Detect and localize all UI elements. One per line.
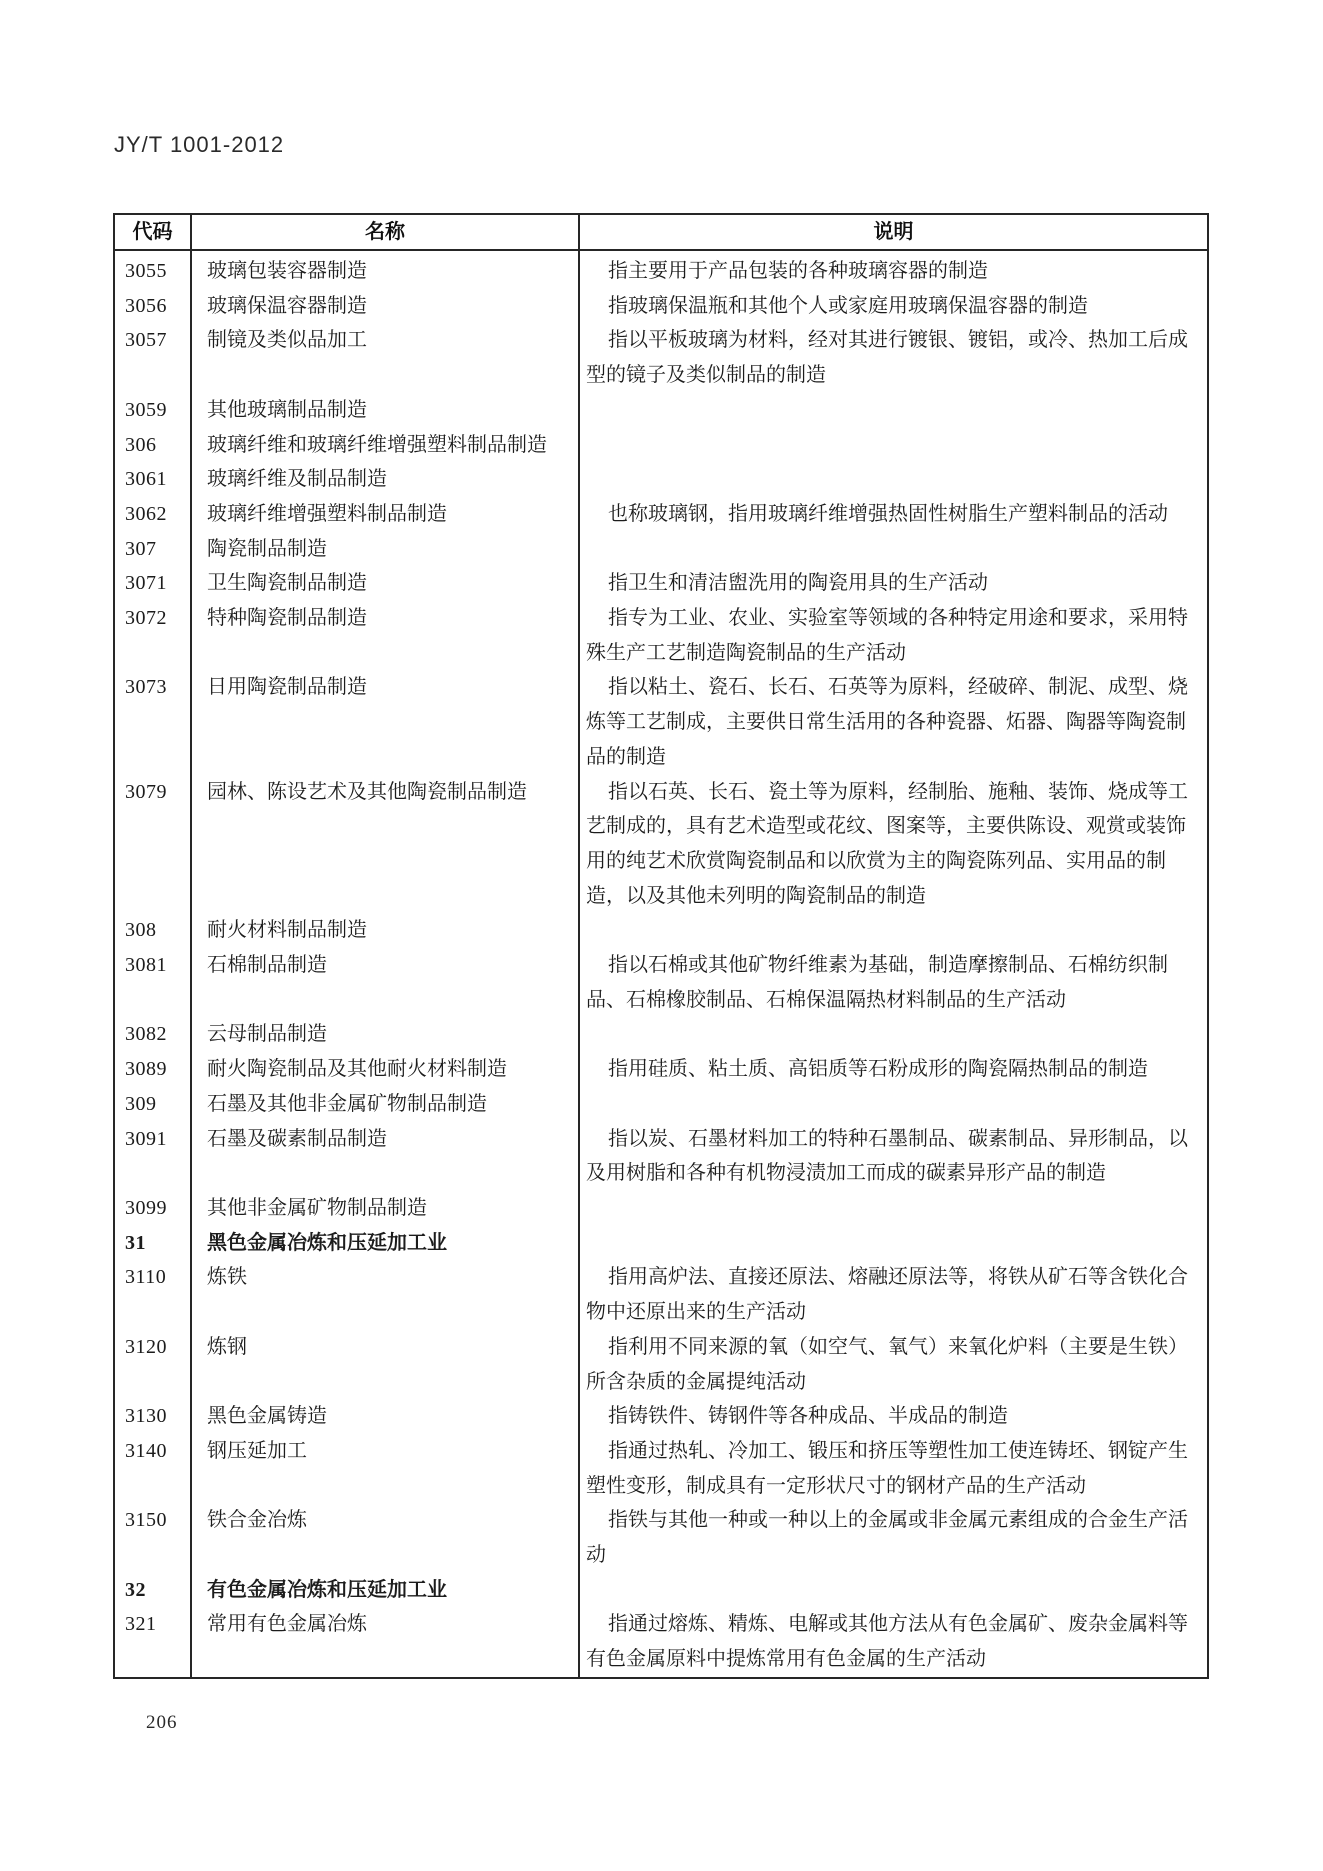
row-description: 指以炭、石墨材料加工的特种石墨制品、碳素制品、异形制品，以及用树脂和各种有机物浸渍加工而成的碳素异形产品的制造: [579, 1122, 1208, 1191]
column-header-name: 名称: [191, 214, 579, 250]
row-name: 石墨及碳素制品制造: [191, 1122, 579, 1191]
row-description: [579, 462, 1208, 497]
row-code: 3056: [114, 289, 191, 324]
row-code: 3150: [114, 1503, 191, 1572]
row-description: 指用高炉法、直接还原法、熔融还原法等，将铁从矿石等含铁化合物中还原出来的生产活动: [579, 1260, 1208, 1329]
page-number: 206: [146, 1712, 178, 1733]
row-description: 指以粘土、瓷石、长石、石英等为原料，经破碎、制泥、成型、烧炼等工艺制成，主要供日常生活用的各种瓷器、炻器、陶器等陶瓷制品的制造: [579, 670, 1208, 774]
row-name: 制镜及类似品加工: [191, 323, 579, 392]
table-row: [114, 462, 1208, 497]
table-row: [114, 250, 1208, 289]
row-description: [579, 1087, 1208, 1122]
table-row: [114, 1434, 1208, 1503]
row-description: [579, 1191, 1208, 1226]
table-row: [114, 1191, 1208, 1226]
row-name: 日用陶瓷制品制造: [191, 670, 579, 774]
row-code: 3059: [114, 393, 191, 428]
row-code: 308: [114, 913, 191, 948]
table-header-row: [114, 214, 1208, 250]
standard-number: JY/T 1001-2012: [114, 132, 285, 157]
row-description: 指通过熔炼、精炼、电解或其他方法从有色金属矿、废杂金属料等有色金属原料中提炼常用有色金属的生产活动: [579, 1607, 1208, 1677]
column-header-description: 说明: [579, 214, 1208, 250]
row-description: 指铁与其他一种或一种以上的金属或非金属元素组成的合金生产活动: [579, 1503, 1208, 1572]
row-name: 常用有色金属冶炼: [191, 1607, 579, 1677]
table-row: [114, 566, 1208, 601]
row-name: 黑色金属冶炼和压延加工业: [191, 1226, 579, 1261]
row-description: 指专为工业、农业、实验室等领域的各种特定用途和要求，采用特殊生产工艺制造陶瓷制品的生产活动: [579, 601, 1208, 670]
table-row: [114, 1122, 1208, 1191]
table-row: [114, 670, 1208, 774]
table-body: [114, 250, 1208, 1678]
row-description: 指卫生和清洁盥洗用的陶瓷用具的生产活动: [579, 566, 1208, 601]
row-code: 3071: [114, 566, 191, 601]
row-description: 指利用不同来源的氧（如空气、氧气）来氧化炉料（主要是生铁）所含杂质的金属提纯活动: [579, 1330, 1208, 1399]
row-description: [579, 1573, 1208, 1608]
row-code: 3073: [114, 670, 191, 774]
row-code: 306: [114, 428, 191, 463]
row-name: 玻璃纤维和玻璃纤维增强塑料制品制造: [191, 428, 579, 463]
row-name: 玻璃包装容器制造: [191, 250, 579, 289]
row-code: 321: [114, 1607, 191, 1677]
table-row: [114, 532, 1208, 567]
table-row: [114, 1573, 1208, 1608]
row-name: 炼铁: [191, 1260, 579, 1329]
table-row: [114, 393, 1208, 428]
row-code: 31: [114, 1226, 191, 1261]
row-description: 指以石棉或其他矿物纤维素为基础，制造摩擦制品、石棉纺织制品、石棉橡胶制品、石棉保温隔热材料制品的生产活动: [579, 948, 1208, 1017]
table-row: [114, 1503, 1208, 1572]
table-row: [114, 1226, 1208, 1261]
row-description: [579, 428, 1208, 463]
row-code: 3072: [114, 601, 191, 670]
row-name: 钢压延加工: [191, 1434, 579, 1503]
row-code: 3079: [114, 775, 191, 914]
row-code: 3110: [114, 1260, 191, 1329]
table-row: [114, 601, 1208, 670]
table-row: [114, 1607, 1208, 1677]
row-code: 3055: [114, 250, 191, 289]
row-description: [579, 1226, 1208, 1261]
row-name: 玻璃纤维增强塑料制品制造: [191, 497, 579, 532]
column-header-code: 代码: [114, 214, 191, 250]
row-description: [579, 532, 1208, 567]
row-description: 指铸铁件、铸钢件等各种成品、半成品的制造: [579, 1399, 1208, 1434]
row-description: 指玻璃保温瓶和其他个人或家庭用玻璃保温容器的制造: [579, 289, 1208, 324]
row-code: 307: [114, 532, 191, 567]
row-description: [579, 393, 1208, 428]
row-description: [579, 913, 1208, 948]
row-name: 有色金属冶炼和压延加工业: [191, 1573, 579, 1608]
table-row: [114, 775, 1208, 914]
row-name: 耐火材料制品制造: [191, 913, 579, 948]
table-row: [114, 948, 1208, 1017]
table-row: [114, 1399, 1208, 1434]
row-name: 特种陶瓷制品制造: [191, 601, 579, 670]
row-name: 云母制品制造: [191, 1017, 579, 1052]
row-name: 铁合金冶炼: [191, 1503, 579, 1572]
row-code: 3120: [114, 1330, 191, 1399]
row-description: 指以平板玻璃为材料，经对其进行镀银、镀铝，或冷、热加工后成型的镜子及类似制品的制造: [579, 323, 1208, 392]
row-description: 也称玻璃钢，指用玻璃纤维增强热固性树脂生产塑料制品的活动: [579, 497, 1208, 532]
row-code: 3089: [114, 1052, 191, 1087]
table-row: [114, 1330, 1208, 1399]
table-row: [114, 1087, 1208, 1122]
row-name: 其他玻璃制品制造: [191, 393, 579, 428]
row-code: 3082: [114, 1017, 191, 1052]
row-name: 其他非金属矿物制品制造: [191, 1191, 579, 1226]
row-code: 3057: [114, 323, 191, 392]
row-name: 卫生陶瓷制品制造: [191, 566, 579, 601]
row-code: 309: [114, 1087, 191, 1122]
row-code: 3061: [114, 462, 191, 497]
table-row: [114, 289, 1208, 324]
row-name: 陶瓷制品制造: [191, 532, 579, 567]
row-description: 指以石英、长石、瓷土等为原料，经制胎、施釉、装饰、烧成等工艺制成的，具有艺术造型或花纹、图案等，主要供陈设、观赏或装饰用的纯艺术欣赏陶瓷制品和以欣赏为主的陶瓷陈列品、实用品的制造，以及其他未列明的陶瓷制品的制造: [579, 775, 1208, 914]
row-name: 玻璃保温容器制造: [191, 289, 579, 324]
row-name: 石棉制品制造: [191, 948, 579, 1017]
table-row: [114, 913, 1208, 948]
table-row: [114, 497, 1208, 532]
row-name: 耐火陶瓷制品及其他耐火材料制造: [191, 1052, 579, 1087]
row-name: 黑色金属铸造: [191, 1399, 579, 1434]
row-description: 指主要用于产品包装的各种玻璃容器的制造: [579, 250, 1208, 289]
row-name: 玻璃纤维及制品制造: [191, 462, 579, 497]
classification-table: [113, 213, 1209, 1679]
row-description: 指用硅质、粘土质、高铝质等石粉成形的陶瓷隔热制品的制造: [579, 1052, 1208, 1087]
table-row: [114, 1052, 1208, 1087]
row-name: 炼钢: [191, 1330, 579, 1399]
table-row: [114, 1017, 1208, 1052]
table-row: [114, 323, 1208, 392]
row-code: 3140: [114, 1434, 191, 1503]
table-row: [114, 1260, 1208, 1329]
row-description: 指通过热轧、冷加工、锻压和挤压等塑性加工使连铸坯、钢锭产生塑性变形，制成具有一定形状尺寸的钢材产品的生产活动: [579, 1434, 1208, 1503]
table-header: [114, 214, 1208, 250]
table-row: [114, 428, 1208, 463]
row-code: 3062: [114, 497, 191, 532]
row-code: 3099: [114, 1191, 191, 1226]
row-name: 园林、陈设艺术及其他陶瓷制品制造: [191, 775, 579, 914]
row-code: 32: [114, 1573, 191, 1608]
row-code: 3091: [114, 1122, 191, 1191]
row-name: 石墨及其他非金属矿物制品制造: [191, 1087, 579, 1122]
row-code: 3130: [114, 1399, 191, 1434]
row-code: 3081: [114, 948, 191, 1017]
row-description: [579, 1017, 1208, 1052]
